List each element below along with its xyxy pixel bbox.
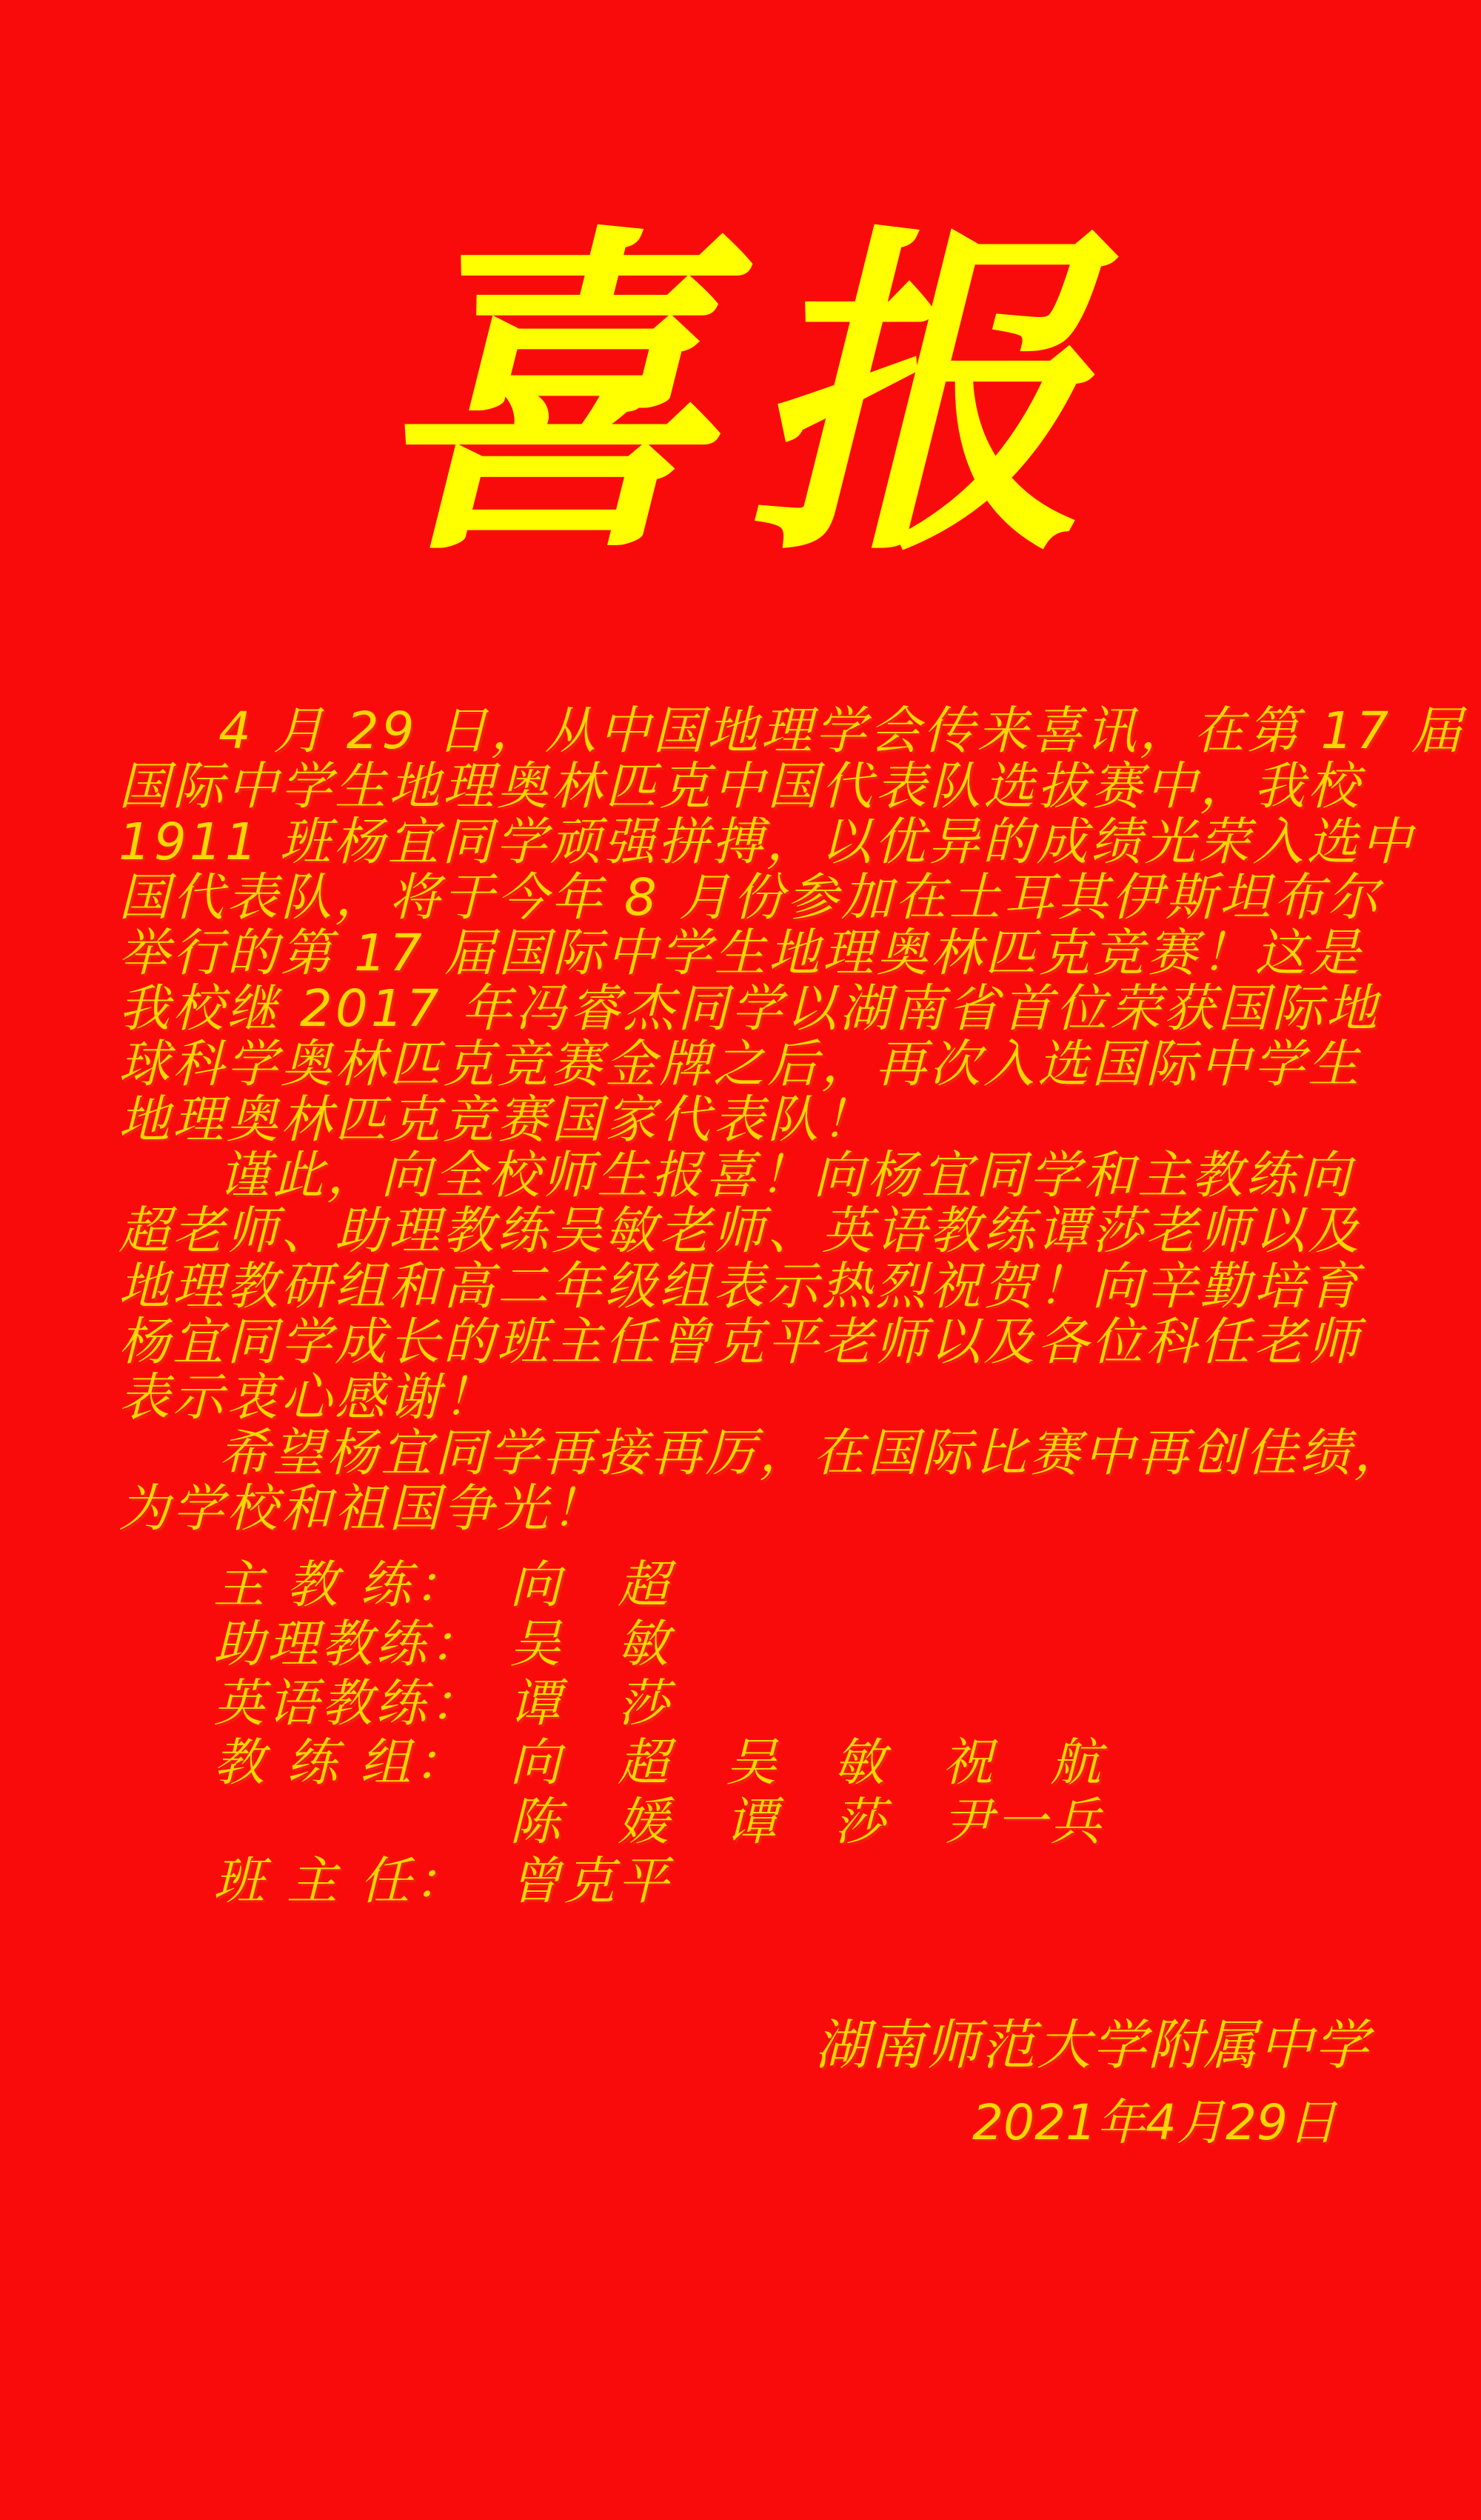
body-line: 我校继 2017 年冯睿杰同学以湖南省首位荣获国际地 [118, 979, 1380, 1039]
body-line: 国代表队，将于今年 8 月份参加在土耳其伊斯坦布尔 [118, 868, 1382, 927]
body-line: 举行的第 17 届国际中学生地理奥林匹克竞赛！这是 [118, 924, 1363, 983]
footer-signature [815, 2006, 1370, 2160]
credit-line-coach-group [213, 1733, 1104, 1793]
credit-label: 教 练 组： [213, 1733, 468, 1793]
credit-name: 向 超 [509, 1556, 672, 1615]
credit-label: 助理教练： [213, 1615, 484, 1674]
body-line: 杨宜同学成长的班主任曾克平老师以及各位科任老师 [118, 1313, 1362, 1372]
credit-line-english-coach [213, 1674, 1104, 1733]
body-line: 为学校和祖国争光！ [118, 1479, 605, 1539]
credit-label: 主 教 练： [213, 1556, 468, 1615]
credit-line-head-coach [213, 1556, 1104, 1615]
credit-line-class-teacher [213, 1852, 1104, 1911]
credit-label: 班 主 任： [213, 1852, 468, 1911]
body-line: 表示衷心感谢！ [118, 1368, 497, 1427]
body-line: 谨此，向全校师生报喜！向杨宜同学和主教练向 [218, 1146, 1354, 1205]
credit-name: 吴 敏 [509, 1615, 672, 1674]
body-line: 地理教研组和高二年级组表示热烈祝贺！向辛勤培育 [118, 1257, 1362, 1316]
credit-name: 谭 莎 [509, 1674, 672, 1733]
body-line: 1911 班杨宜同学顽强拼搏，以优异的成绩光荣入选中 [118, 813, 1415, 872]
body-line: 国际中学生地理奥林匹克中国代表队选拔赛中，我校 [118, 757, 1362, 816]
credit-line-coach-group-cont [213, 1793, 1104, 1852]
credit-name: 陈 媛 谭 莎 尹一兵 [509, 1793, 1104, 1852]
footer-date: 2021年4月29日 [972, 2094, 1337, 2151]
credit-name: 向 超 吴 敏 祝 航 [509, 1733, 1104, 1793]
credits-block [213, 1556, 1104, 1911]
credit-label: 英语教练： [213, 1674, 484, 1733]
body-line: 希望杨宜同学再接再厉，在国际比赛中再创佳绩， [218, 1424, 1408, 1483]
credit-line-assistant-coach [213, 1615, 1104, 1674]
body-line: 超老师、助理教练吴敏老师、英语教练谭莎老师以及 [118, 1201, 1362, 1261]
credit-name: 曾克平 [509, 1852, 672, 1911]
body-line: 地理奥林匹克竞赛国家代表队！ [118, 1090, 875, 1150]
footer-school-name: 湖南师范大学附属中学 [815, 2014, 1370, 2077]
body-line: 球科学奥林匹克竞赛金牌之后，再次入选国际中学生 [118, 1035, 1362, 1094]
body-text [118, 701, 1465, 1539]
body-line: 4 月 29 日，从中国地理学会传来喜讯，在第 17 届 [218, 701, 1465, 761]
poster-title: 喜报 [372, 200, 1120, 596]
